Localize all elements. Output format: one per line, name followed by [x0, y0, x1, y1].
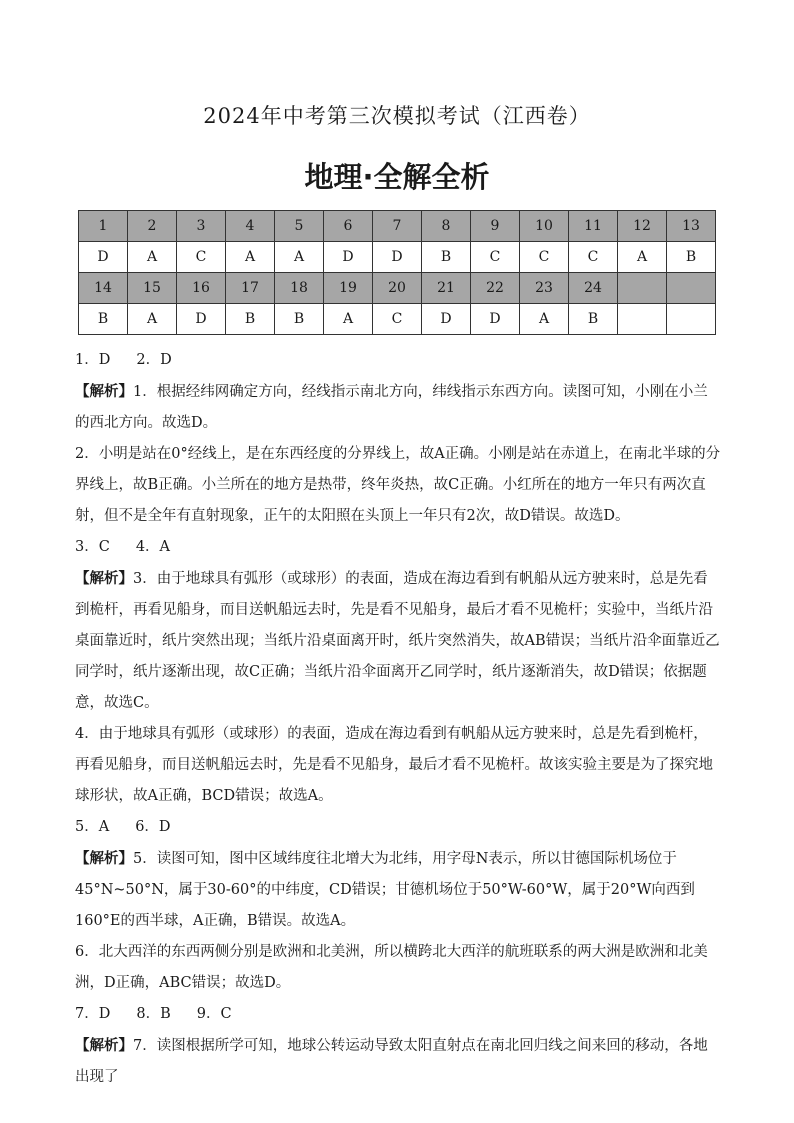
answer-cell: D [373, 242, 422, 273]
answer-cell: A [275, 242, 324, 273]
answer-cell: A [226, 242, 275, 273]
answer-cell: B [422, 242, 471, 273]
answer-key: 6．D [135, 819, 171, 835]
question-number-cell: 17 [226, 273, 275, 304]
analysis-label: 【解析】 [75, 850, 133, 867]
answer-cell: A [128, 304, 177, 335]
explanation-text: 5．读图可知，图中区域纬度往北增大为北纬，用字母N表示，所以甘德国际机场位于45°N~50°N，属于30-60°的中纬度，CD错误；甘德机场位于50°W-60°W，属于20°W向西到160°E的西半球，A正确，B错误。故选A。 [75, 851, 695, 929]
answer-key: 7．D [75, 1006, 111, 1022]
question-number-cell: 3 [177, 211, 226, 242]
answer-key-line [75, 532, 721, 563]
question-number-cell: 13 [667, 211, 716, 242]
question-number-row [79, 273, 716, 304]
question-number-cell: 24 [569, 273, 618, 304]
explanation-paragraph [75, 719, 721, 812]
answer-key: 3．C [75, 539, 110, 555]
answer-cell: D [471, 304, 520, 335]
explanation-paragraph [75, 1030, 721, 1093]
explanation-text: 4．由于地球具有弧形（或球形）的表面，造成在海边看到有帆船从远方驶来时，总是先看到桅杆，再看见船身，而目送帆船远去时，先是看不见船身，最后才看不见桅杆。故该实验主要是为了探究地球形状，故A正确，BCD错误；故选A。 [75, 726, 713, 804]
answer-key: 5．A [75, 819, 110, 835]
answer-cell: B [226, 304, 275, 335]
question-number-cell: 12 [618, 211, 667, 242]
question-number-cell: 6 [324, 211, 373, 242]
answer-cell: A [324, 304, 373, 335]
explanation-paragraph [75, 439, 721, 532]
question-number-cell: 21 [422, 273, 471, 304]
answer-cell: C [520, 242, 569, 273]
answer-cell: A [618, 242, 667, 273]
question-number-cell: 18 [275, 273, 324, 304]
answer-cell: C [373, 304, 422, 335]
answer-key: 2．D [136, 352, 172, 368]
question-number-cell [667, 273, 716, 304]
question-number-cell: 10 [520, 211, 569, 242]
explanation-text: 3．由于地球具有弧形（或球形）的表面，造成在海边看到有帆船从远方驶来时，总是先看到桅杆，再看见船身，而目送帆船远去时，先是看不见船身，最后才看不见桅杆；实验中，当纸片沿桌面靠近时，纸片突然出现；当纸片沿桌面离开时，纸片突然消失，故AB错误；当纸片沿伞面靠近乙同学时，纸片逐渐出现，故C正确；当纸片沿伞面离开乙同学时，纸片逐渐消失，故D错误；依据题意，故选C。 [75, 571, 720, 711]
answer-cell: D [422, 304, 471, 335]
answer-cell: C [177, 242, 226, 273]
answer-key-line [75, 345, 721, 376]
question-number-cell: 11 [569, 211, 618, 242]
answer-cell: B [79, 304, 128, 335]
answer-key: 8．B [136, 1006, 171, 1022]
question-number-row [79, 211, 716, 242]
answer-cell: C [471, 242, 520, 273]
answer-cell: D [324, 242, 373, 273]
question-number-cell: 16 [177, 273, 226, 304]
explanation-text: 6．北大西洋的东西两侧分别是欧洲和北美洲，所以横跨北大西洋的航班联系的两大洲是欧洲和北美洲，D正确，ABC错误；故选D。 [75, 944, 708, 991]
question-number-cell [618, 273, 667, 304]
question-number-cell: 9 [471, 211, 520, 242]
answer-table [78, 210, 716, 335]
answer-row [79, 304, 716, 335]
answer-cell: D [79, 242, 128, 273]
question-number-cell: 23 [520, 273, 569, 304]
explanation-text: 7．读图根据所学可知，地球公转运动导致太阳直射点在南北回归线之间来回的移动，各地出现了 [75, 1038, 708, 1085]
answer-explanations [75, 345, 721, 1093]
question-number-cell: 22 [471, 273, 520, 304]
question-number-cell: 19 [324, 273, 373, 304]
answer-key-line [75, 812, 721, 843]
answer-row [79, 242, 716, 273]
question-number-cell: 15 [128, 273, 177, 304]
answer-cell: B [667, 242, 716, 273]
analysis-label: 【解析】 [75, 1037, 133, 1054]
answer-cell: B [275, 304, 324, 335]
answer-key: 9．C [196, 1006, 232, 1022]
question-number-cell: 20 [373, 273, 422, 304]
answer-cell: C [569, 242, 618, 273]
question-number-cell: 5 [275, 211, 324, 242]
document-subtitle: 地理·全解全析 [304, 160, 490, 194]
explanation-paragraph [75, 843, 721, 937]
question-number-cell: 2 [128, 211, 177, 242]
explanation-text: 2．小明是站在0°经线上，是在东西经度的分界线上，故A正确。小刚是站在赤道上，在南北半球的分界线上，故B正确。小兰所在的地方是热带，终年炎热，故C正确。小红所在的地方一年只有两次直射，但不是全年有直射现象，正午的太阳照在头顶上一年只有2次，故D错误。故选D。 [75, 446, 721, 524]
explanation-paragraph [75, 376, 721, 439]
question-number-cell: 14 [79, 273, 128, 304]
question-number-cell: 1 [79, 211, 128, 242]
answer-key-line [75, 999, 721, 1030]
answer-key: 1．D [75, 352, 111, 368]
answer-cell [618, 304, 667, 335]
explanation-text: 1．根据经纬网确定方向，经线指示南北方向，纬线指示东西方向。读图可知，小刚在小兰的西北方向。故选D。 [75, 384, 708, 431]
analysis-label: 【解析】 [75, 383, 133, 400]
answer-cell: A [520, 304, 569, 335]
explanation-paragraph [75, 563, 721, 719]
explanation-paragraph [75, 937, 721, 999]
question-number-cell: 7 [373, 211, 422, 242]
answer-cell: A [128, 242, 177, 273]
answer-cell [667, 304, 716, 335]
question-number-cell: 8 [422, 211, 471, 242]
question-number-cell: 4 [226, 211, 275, 242]
answer-key: 4．A [135, 539, 171, 555]
answer-cell: D [177, 304, 226, 335]
analysis-label: 【解析】 [75, 570, 133, 587]
document-title: 2024年中考第三次模拟考试（江西卷） [203, 104, 591, 128]
answer-cell: B [569, 304, 618, 335]
